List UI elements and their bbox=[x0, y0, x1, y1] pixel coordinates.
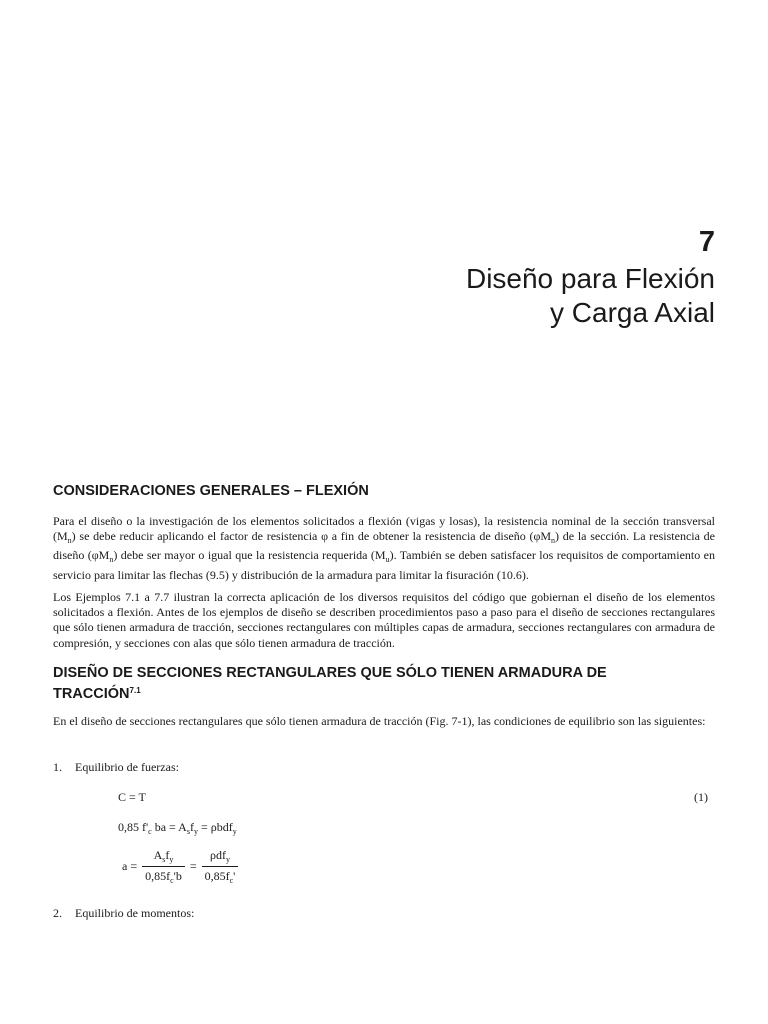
eq3-equals: = bbox=[186, 859, 200, 873]
list-label: Equilibrio de momentos: bbox=[75, 906, 195, 920]
p1-sub-a: n bbox=[67, 536, 72, 546]
paragraph-rect-intro: En el diseño de secciones rectangulares que sólo tienen armadura de tracción (Fig. 7-1), las condiciones de equilibrio son las siguientes: bbox=[53, 714, 706, 728]
fraction-2-numerator: ρdf$_y$ bbox=[202, 848, 239, 867]
list-number: 1. bbox=[53, 760, 62, 774]
section-heading-rectangular bbox=[53, 665, 607, 703]
chapter-title-line1: Diseño para Flexión bbox=[465, 263, 715, 294]
paragraph-general-1 bbox=[53, 514, 715, 583]
equation-1: C = T bbox=[118, 790, 146, 804]
heading-reference: 7.1 bbox=[129, 686, 141, 695]
section-heading-general: CONSIDERACIONES GENERALES – FLEXIÓN bbox=[53, 483, 369, 499]
p1-sub-c: n bbox=[109, 555, 114, 565]
fraction-1-denominator: $0,85f_c'b$ bbox=[145, 869, 182, 885]
list-label: Equilibrio de fuerzas: bbox=[75, 760, 179, 774]
list-item-force-equilibrium bbox=[53, 760, 179, 775]
fraction-1-numerator: $A_sf_y$ bbox=[142, 848, 185, 867]
eq3-lhs: a = bbox=[122, 859, 141, 873]
equation-1-number: (1) bbox=[694, 790, 708, 804]
list-number: 2. bbox=[53, 906, 62, 920]
chapter-title-line2: y Carga Axial bbox=[550, 297, 715, 328]
chapter-title bbox=[466, 262, 715, 330]
fraction-1 bbox=[142, 848, 185, 885]
chapter-number: 7 bbox=[698, 226, 715, 258]
list-item-moment-equilibrium bbox=[53, 906, 194, 921]
fraction-2 bbox=[202, 848, 239, 885]
p1-text-b: ) se debe reducir aplicando el factor de resistencia φ a fin de obtener la resistencia de diseño (φM bbox=[71, 529, 552, 544]
p1-sub-b: n bbox=[551, 536, 556, 546]
p1-text-a: Para el diseño o la investigación de los elementos solicitados a flexión (vigas y losas), la resistencia nominal de la sección transversal (M bbox=[53, 514, 715, 544]
heading-rect-line1: DISEÑO DE SECCIONES RECTANGULARES QUE SÓLO TIENEN ARMADURA DE bbox=[53, 665, 607, 681]
p1-text-c: ) de la sección. La resistencia de diseño (φM bbox=[53, 529, 715, 563]
heading-rect-line2: $TRACCIÓN^{7.1}$ bbox=[53, 686, 141, 702]
equation-3 bbox=[122, 848, 240, 885]
fraction-2-denominator: $0,85f_c'$ bbox=[204, 869, 236, 885]
equation-2: 0,85 $f'_c$ ba = $A_sf_y = \rho bdf_y$ bbox=[118, 820, 237, 836]
p1-text-e: ). También se deben satisfacer los requisitos de comportamiento en servicio para limitar las flechas (9.5) y distribución de la armadura para limitar la fisuración (10.6). bbox=[53, 548, 716, 582]
paragraph-general-2: Los Ejemplos 7.1 a 7.7 ilustran la correcta aplicación de los diversos requisitos del código que gobiernan el diseño de los elementos solicitados a flexión. Antes de los ejemplos de diseño se describen procedimientos paso a paso para el diseño de secciones rectangulares que sólo tienen armadura de tracción, secciones rectangulares con múltiples capas de armadura, secciones rectangulares con armadura de compresión, y secciones con alas que sólo tienen armadura de tracción. bbox=[53, 590, 715, 650]
p1-sub-d: u bbox=[385, 555, 390, 565]
p1-text-d: ) debe ser mayor o igual que la resistencia requerida (M bbox=[113, 548, 386, 563]
